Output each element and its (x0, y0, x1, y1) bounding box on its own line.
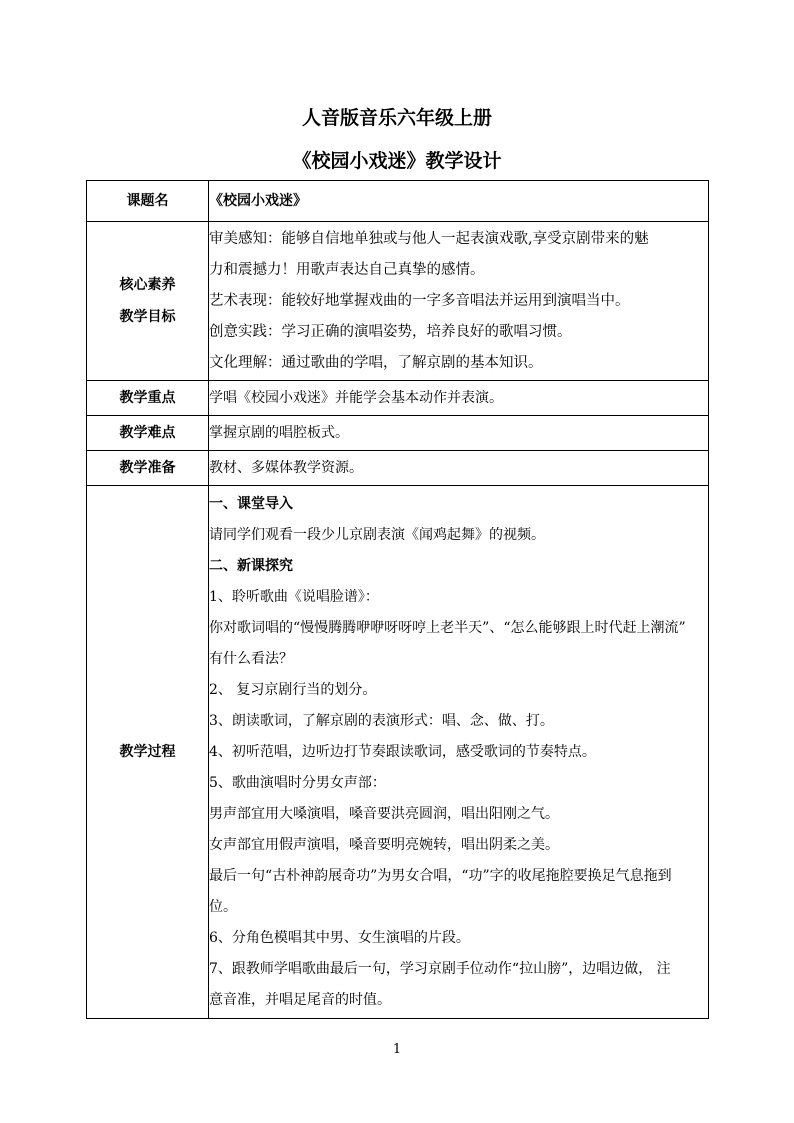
process-line: 2、 复习京剧行当的划分。 (209, 681, 377, 698)
process-section-heading: 二、新课探究 (209, 557, 293, 574)
goal-line: 审美感知：能够自信地单独或与他人一起表演戏歌,享受京剧带来的魅 (209, 230, 649, 247)
process-line: 最后一句“古朴神韵展奇功”为男女合唱，“功”字的收尾拖腔要换足气息拖到 (209, 867, 672, 884)
key-point-label: 教学重点 (87, 381, 209, 416)
process-line: 有什么看法？ (209, 650, 293, 667)
process-section-heading: 一、课堂导入 (209, 495, 293, 512)
goals-label (87, 222, 209, 381)
process-content (209, 486, 709, 1019)
topic-value: 《校园小戏迷》 (209, 181, 709, 222)
process-line: 你对歌词唱的“慢慢腾腾咿咿呀呀哼上老半天”、“怎么能够跟上时代赶上潮流” (209, 619, 686, 636)
table-row-difficulty (87, 416, 709, 451)
table-row-process (87, 486, 709, 1019)
topic-label: 课题名 (87, 181, 209, 222)
preparation-value: 教材、多媒体教学资源。 (209, 451, 709, 486)
table-row-key-point (87, 381, 709, 416)
goals-label-line1: 核心素养 (119, 277, 176, 293)
process-line: 4、初听范唱，边听边打节奏跟读歌词，感受歌词的节奏特点。 (209, 743, 596, 760)
process-line: 5、歌曲演唱时分男女声部： (209, 774, 386, 791)
process-label: 教学过程 (87, 486, 209, 1019)
goal-line: 创意实践：学习正确的演唱姿势，培养良好的歌唱习惯。 (209, 323, 572, 340)
goals-label-line2: 教学目标 (119, 309, 176, 325)
goal-line: 力和震撼力！用歌声表达自己真挚的感情。 (209, 261, 485, 278)
lesson-plan-table (86, 180, 709, 1019)
table-row-preparation (87, 451, 709, 486)
difficulty-value: 掌握京剧的唱腔板式。 (209, 416, 709, 451)
document-title-line2: 《校园小戏迷》教学设计 (292, 150, 502, 172)
table-row-topic (87, 181, 709, 222)
goals-content (209, 222, 709, 381)
process-line: 女声部宜用假声演唱，嗓音要明亮婉转，唱出阴柔之美。 (209, 836, 559, 853)
difficulty-label: 教学难点 (87, 416, 209, 451)
process-line: 男声部宜用大嗓演唱，嗓音要洪亮圆润，唱出阳刚之气。 (209, 805, 559, 822)
page-number: 1 (392, 1042, 402, 1057)
process-line: 1、聆听歌曲《说唱脸谱》： (209, 588, 379, 605)
process-line: 意音准，并唱足尾音的时值。 (209, 991, 391, 1008)
process-line: 请同学们观看一段少儿京剧表演《闻鸡起舞》的视频。 (209, 526, 545, 543)
process-line: 7、跟教师学唱歌曲最后一句，学习京剧手位动作“拉山膀”，边唱边做， 注 (209, 960, 671, 977)
key-point-value: 学唱《校园小戏迷》并能学会基本动作并表演。 (209, 381, 709, 416)
table-row-goals (87, 222, 709, 381)
process-line: 3、朗读歌词，了解京剧的表演形式：唱、念、做、打。 (209, 712, 554, 729)
goal-line: 文化理解：通过歌曲的学唱，了解京剧的基本知识。 (209, 354, 543, 371)
goal-line: 艺术表现：能较好地掌握戏曲的一字多音唱法并运用到演唱当中。 (209, 292, 630, 309)
process-line: 6、分角色模唱其中男、女生演唱的片段。 (209, 929, 470, 946)
document-title-line1: 人音版音乐六年级上册 (301, 107, 492, 129)
preparation-label: 教学准备 (87, 451, 209, 486)
process-line: 位。 (209, 898, 237, 915)
